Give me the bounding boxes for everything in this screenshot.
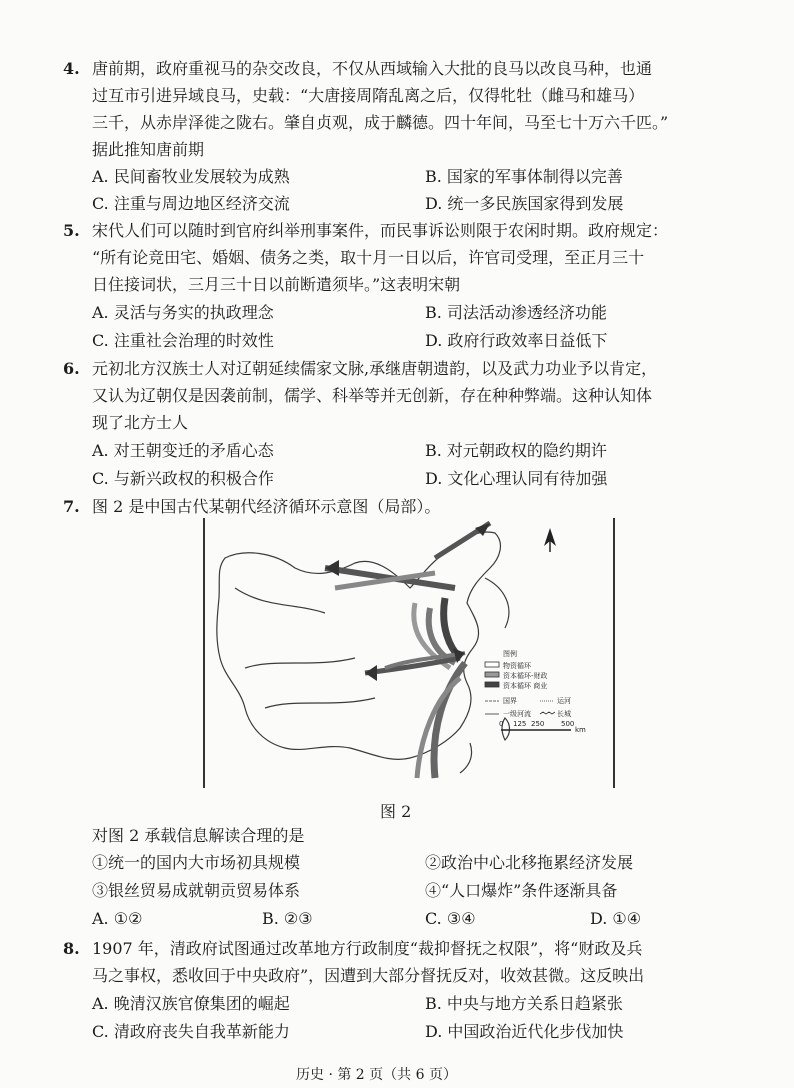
map-outline [217,532,510,773]
q4-option-a[interactable]: A. 民间畜牧业发展较为成熟 [92,167,290,186]
q4-line-3: 三千，从赤岸泽徙之陇右。肇自贞观，成于麟德。四十年间，马至七十万六千匹。” [92,113,669,132]
q7-statement-2: ②政治中心北移拖累经济发展 [425,853,634,872]
q8-line-1: 1907 年，清政府试图通过改革地方行政制度“裁抑督抚之权限”，将“财政及兵 [92,939,643,958]
legend-item-3: 资本循环 商业 [503,682,548,690]
q4-number: 4. [63,59,80,78]
q7-statement-3: ③银丝贸易成就朝贡贸易体系 [92,881,301,900]
q6-option-d[interactable]: D. 文化心理认同有待加强 [425,469,608,488]
map-legend [485,649,586,734]
q6-line-1: 元初北方汉族士人对辽朝延续儒家文脉,承继唐朝遗韵，以及武力功业予以肯定， [92,359,658,378]
q4-option-b[interactable]: B. 国家的军事体制得以完善 [425,167,623,186]
q5-option-d[interactable]: D. 政府行政效率日益低下 [425,331,608,350]
q5-option-c[interactable]: C. 注重社会治理的时效性 [92,331,274,350]
q8-option-d[interactable]: D. 中国政治近代化步伐加快 [425,1022,624,1041]
q7-question-line: 对图 2 承载信息解读合理的是 [92,826,305,845]
scale-label-0: 0 [499,720,504,728]
scale-label-500: 500 [561,720,575,728]
legend-item-6: 一级河流 [503,710,531,718]
legend-item-4: 国界 [503,697,517,705]
q7-option-c[interactable]: C. ③④ [425,909,476,928]
scale-label-250: 250 [531,720,545,728]
legend-title: 图例 [503,650,517,658]
q7-number: 7. [63,497,80,516]
q4-line-2: 过互市引进异域良马，史载：“大唐接周隋乱离之后，仅得牝牡（雌马和雄马） [92,86,645,105]
scale-unit: km [575,726,586,734]
legend-item-7: 长城 [557,710,571,718]
q7-option-d[interactable]: D. ①④ [590,909,642,928]
legend-item-5: 运河 [557,697,571,705]
q7-option-b[interactable]: B. ②③ [262,909,313,928]
economic-cycle-map [203,518,615,788]
legend-item-1: 物资循环 [503,662,531,670]
q8-line-2: 马之事权，悉收回于中央政府”，因遭到大部分督抚反对，收效甚微。这反映出 [92,966,645,985]
q4-line-4: 据此推知唐前期 [92,140,205,159]
north-arrow-icon [544,528,556,552]
q6-option-b[interactable]: B. 对元朝政权的隐约期许 [425,441,607,460]
map-svg [205,518,613,788]
q5-line-1: 宋代人们可以随时到官府纠举刑事案件，而民事诉讼则限于农闲时期。政府规定： [92,221,669,240]
q5-option-a[interactable]: A. 灵活与务实的执政理念 [92,303,274,322]
q7-option-a[interactable]: A. ①② [92,909,143,928]
legend-item-2: 资本循环-财政 [503,672,548,680]
figure-caption: 图 2 [380,802,412,821]
q5-line-2: “所有论竞田宅、婚姻、债务之类，取十月一日以后，许官司受理，至正月三十 [92,248,645,267]
q5-option-b[interactable]: B. 司法活动渗透经济功能 [425,303,607,322]
q8-option-a[interactable]: A. 晚清汉族官僚集团的崛起 [92,994,290,1013]
q6-line-3: 现了北方士人 [92,413,189,432]
q7-statement-1: ①统一的国内大市场初具规模 [92,853,301,872]
q7-statement-4: ④“人口爆炸”条件逐渐具备 [425,881,618,900]
q6-number: 6. [63,359,80,378]
q7-line-1: 图 2 是中国古代某朝代经济循环示意图（局部）。 [92,497,441,516]
q6-option-c[interactable]: C. 与新兴政权的积极合作 [92,469,274,488]
q5-line-3: 日住接词状，三月三十日以前断遣须毕。”这表明宋朝 [92,275,461,294]
q6-line-2: 又认为辽朝仅是因袭前制，儒学、科举等并无创新，存在种种弊端。这种认知体 [92,386,653,405]
q8-option-c[interactable]: C. 清政府丧失自我革新能力 [92,1022,290,1041]
scale-label-125: 125 [513,720,527,728]
flow-arrows [325,523,490,778]
page-footer: 历史 · 第 2 页（共 6 页） [296,1067,457,1083]
q6-option-a[interactable]: A. 对王朝变迁的矛盾心态 [92,441,274,460]
q4-line-1: 唐前期，政府重视马的杂交改良，不仅从西域输入大批的良马以改良马种，也通 [92,59,653,78]
q8-option-b[interactable]: B. 中央与地方关系日趋紧张 [425,994,623,1013]
q8-number: 8. [63,939,80,958]
q4-option-d[interactable]: D. 统一多民族国家得到发展 [425,194,624,213]
q4-option-c[interactable]: C. 注重与周边地区经济交流 [92,194,290,213]
q5-number: 5. [63,221,80,240]
